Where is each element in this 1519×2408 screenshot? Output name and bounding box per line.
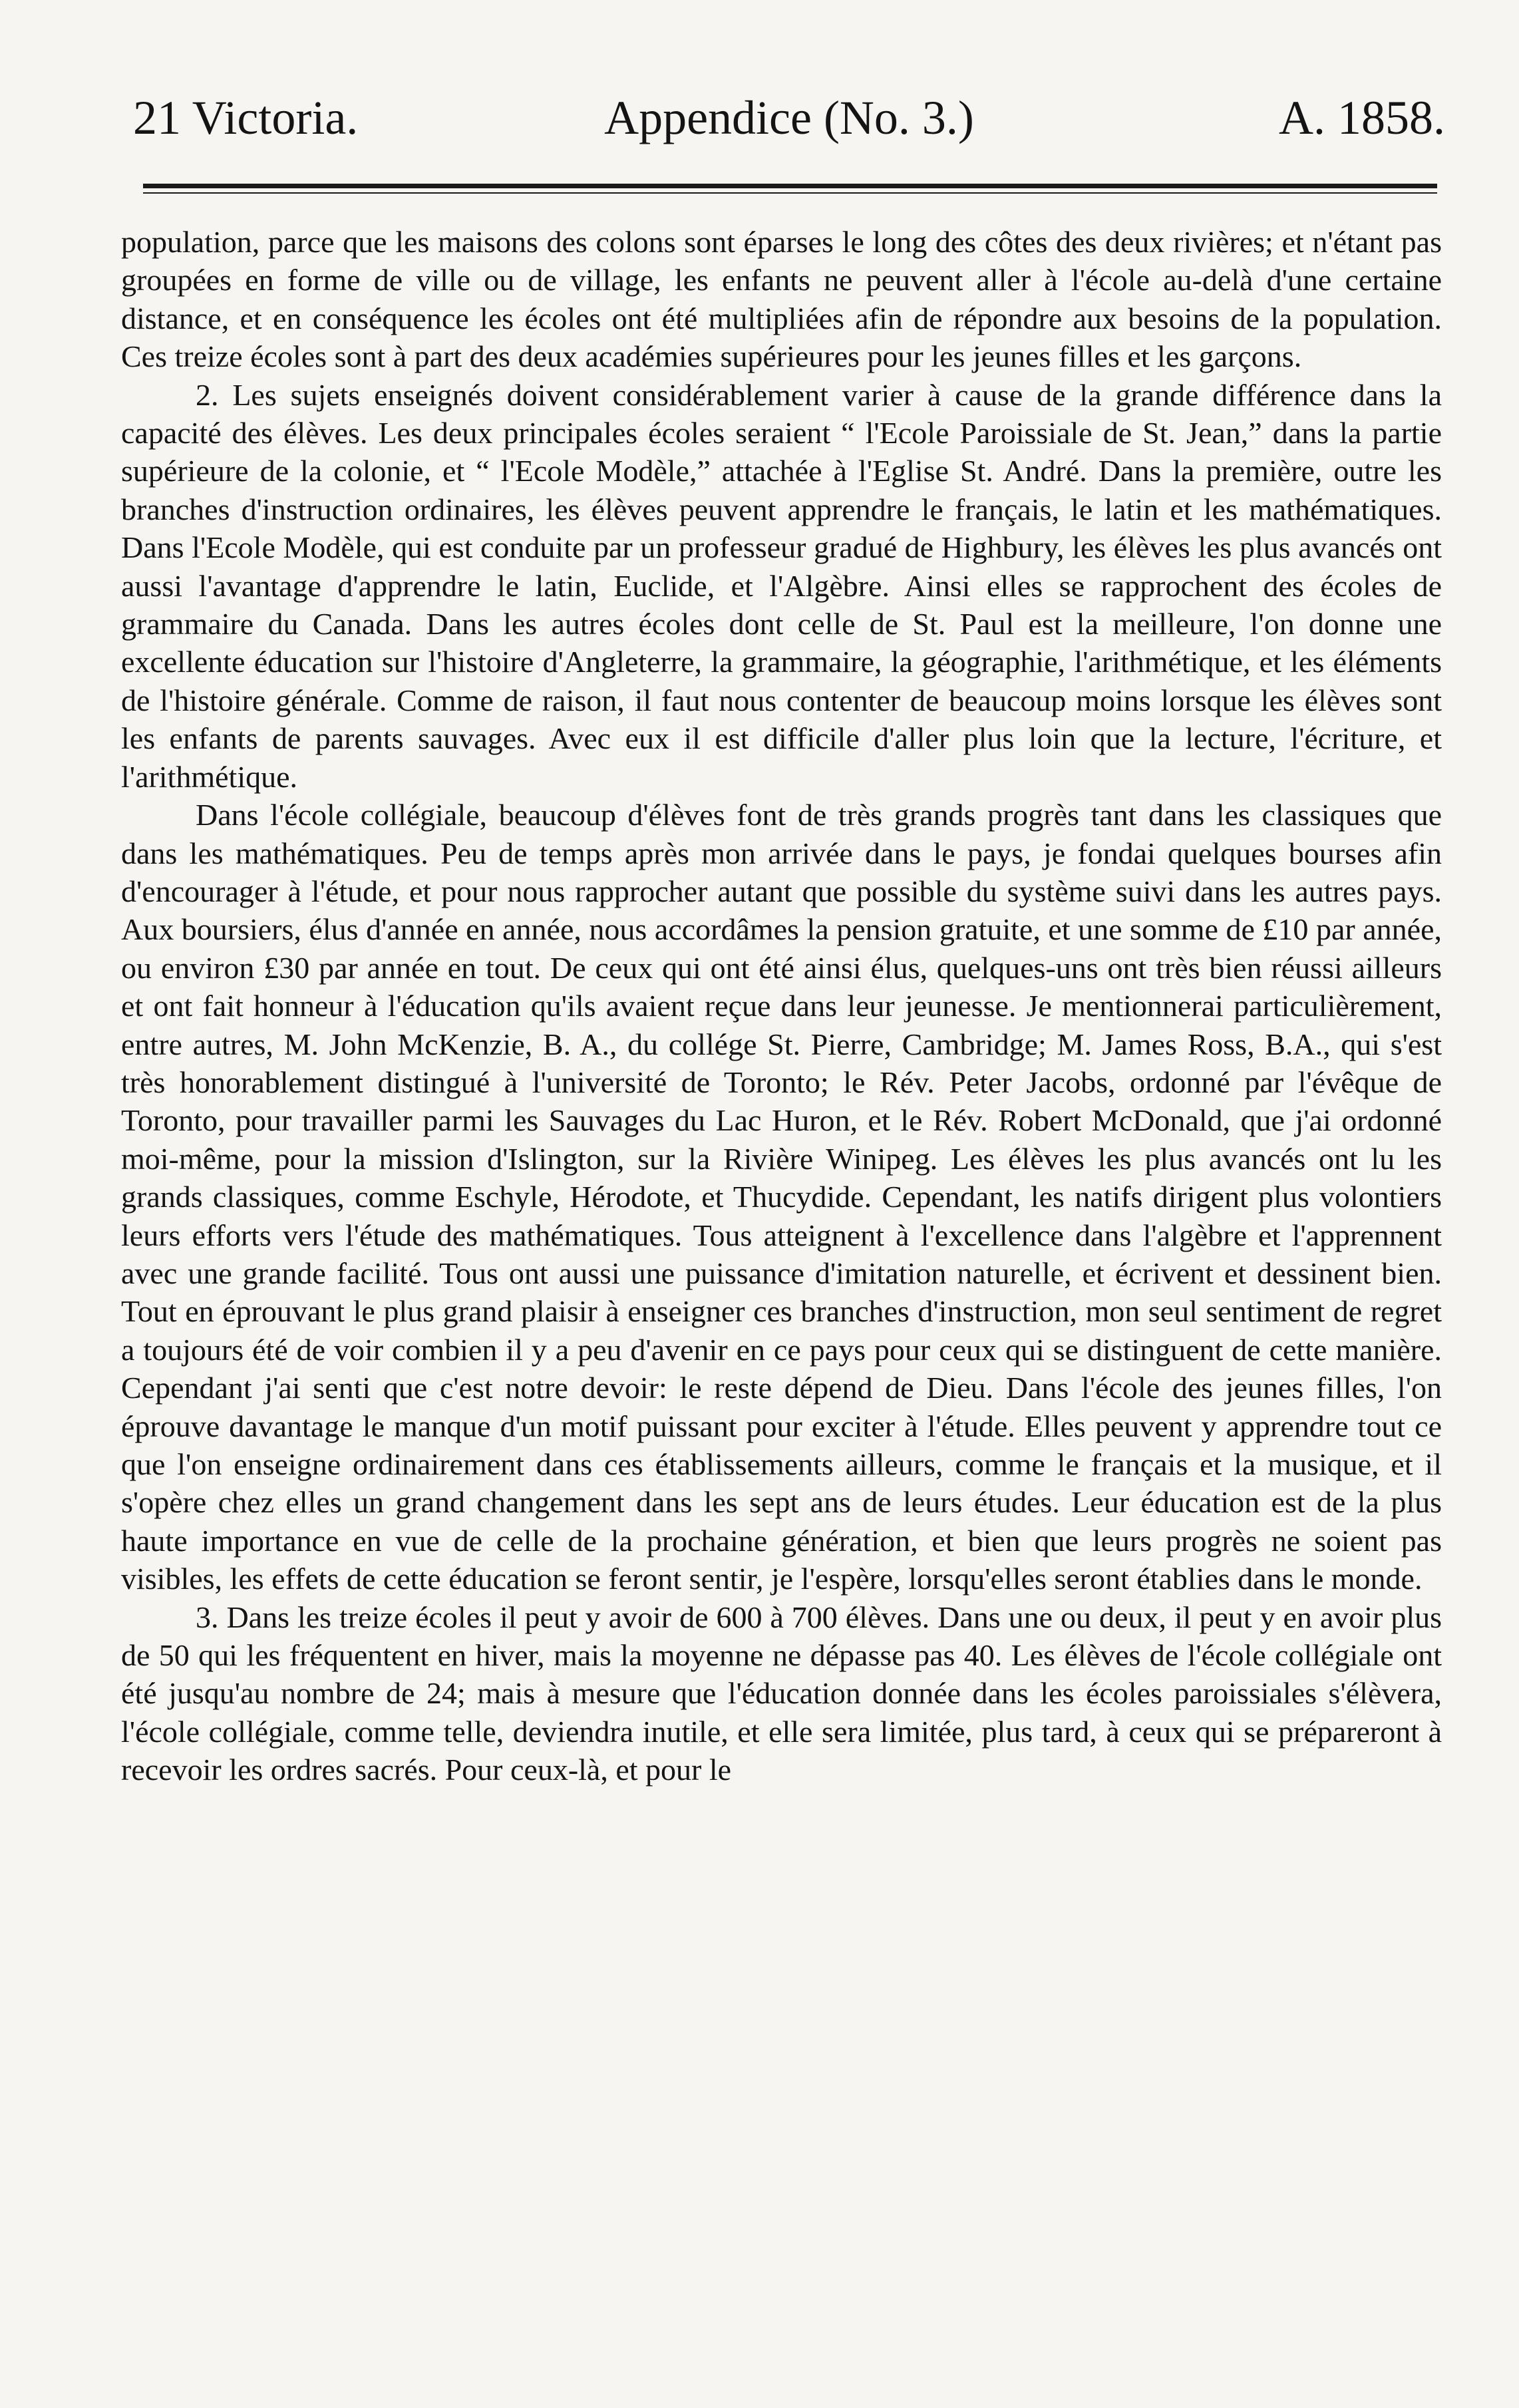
paragraph-section-3: 3. Dans les treize écoles il peut y avoir de 600 à 700 élèves. Dans une ou deux, il peut y en avoir plus de 50 qui les fréquentent en hiver, mais la moyenne ne dépasse pas 40. Les élèves de l'école collégiale ont été jusqu'au nombre de 24; mais à mesure que l'éducation donnée dans les écoles paroissiales s'élèvera, l'école collégiale, comme telle, deviendra inutile, et elle sera limitée, plus tard, à ceux qui se prépareront à recevoir les ordres sacrés. Pour ceux-là, et pour le [121, 1600, 1442, 1787]
header-rule-thin [143, 192, 1437, 194]
header-year: A. 1858. [1279, 91, 1445, 144]
paragraph-section-2: 2. Les sujets enseignés doivent considérablement varier à cause de la grande différence dans la capacité des élèves. Les deux principales écoles seraient “ l'Ecole Paroissiale de St. Jean,” dans la partie supérieure de la colonie, et “ l'Ecole Modèle,” attachée à l'Eglise St. André. Dans la première, outre les branches d'instruction ordinaires, les élèves peuvent apprendre le français, le latin et les mathématiques. Dans l'Ecole Modèle, qui est conduite par un professeur gradué de Highbury, les élèves les plus avancés ont aussi l'avantage d'apprendre le latin, Euclide, et l'Algèbre. Ainsi elles se rapprochent des écoles de grammaire du Canada. Dans les autres écoles dont celle de St. Paul est la meilleure, l'on donne une excellente éducation sur l'histoire d'Angleterre, la grammaire, la géographie, l'arithmétique, et les éléments de l'histoire générale. Comme de raison, il faut nous contenter de beaucoup moins lorsque les élèves sont les enfants de parents sauvages. Avec eux il est difficile d'aller plus loin que la lecture, l'écriture, et l'arithmétique. [121, 377, 1442, 794]
header-session: 21 Victoria. [133, 91, 359, 144]
header-rule-thick [143, 184, 1437, 188]
page-body [121, 223, 1442, 1789]
running-header [133, 88, 1445, 148]
header-title: Appendice (No. 3.) [604, 91, 974, 144]
paragraph-continuation: population, parce que les maisons des colons sont éparses le long des côtes des deux rivières; et n'étant pas groupées en forme de ville ou de village, les enfants ne peuvent aller à l'école au-delà d'une certaine distance, et en conséquence les écoles ont été multipliées afin de répondre aux besoins de la population. Ces treize écoles sont à part des deux académies supérieures pour les jeunes filles et les garçons. [121, 225, 1442, 374]
paragraph-college: Dans l'école collégiale, beaucoup d'élèves font de très grands progrès tant dans les classiques que dans les mathématiques. Peu de temps après mon arrivée dans le pays, je fondai quelques bourses afin d'encourager à l'étude, et pour nous rapprocher autant que possible du système suivi dans les autres pays. Aux boursiers, élus d'année en année, nous accordâmes la pension gratuite, et une somme de £10 par année, ou environ £30 par année en tout. De ceux qui ont été ainsi élus, quelques-uns ont très bien réussi ailleurs et ont fait honneur à l'éducation qu'ils avaient reçue dans leur jeunesse. Je mentionnerai particulièrement, entre autres, M. John McKenzie, B. A., du collége St. Pierre, Cambridge; M. James Ross, B.A., qui s'est très honorablement distingué à l'université de Toronto; le Rév. Peter Jacobs, ordonné par l'évêque de Toronto, pour travailler parmi les Sauvages du Lac Huron, et le Rév. Robert McDonald, que j'ai ordonné moi-même, pour la mission d'Islington, sur la Rivière Winipeg. Les élèves les plus avancés ont lu les grands classiques, comme Eschyle, Hérodote, et Thucydide. Cependant, les natifs dirigent plus volontiers leurs efforts vers l'étude des mathématiques. Tous atteignent à l'excellence dans l'algèbre et l'apprennent avec une grande facilité. Tous ont aussi une puissance d'imitation naturelle, et écrivent et dessinent bien. Tout en éprouvant le plus grand plaisir à enseigner ces branches d'instruction, mon seul sentiment de regret a toujours été de voir combien il y a peu d'avenir en ce pays pour ceux qui se distinguent de cette manière. Cependant j'ai senti que c'est notre devoir: le reste dépend de Dieu. Dans l'école des jeunes filles, l'on éprouve davantage le manque d'un motif puissant pour exciter à l'étude. Elles peuvent y apprendre tout ce que l'on enseigne ordinairement dans ces établissements ailleurs, comme le français et la musique, et il s'opère chez elles un grand changement dans les sept ans de leurs études. Leur éducation est de la plus haute importance en vue de celle de la prochaine génération, et bien que leurs progrès ne soient pas visibles, les effets de cette éducation se feront sentir, je l'espère, lorsqu'elles seront établies dans le monde. [121, 798, 1442, 1596]
